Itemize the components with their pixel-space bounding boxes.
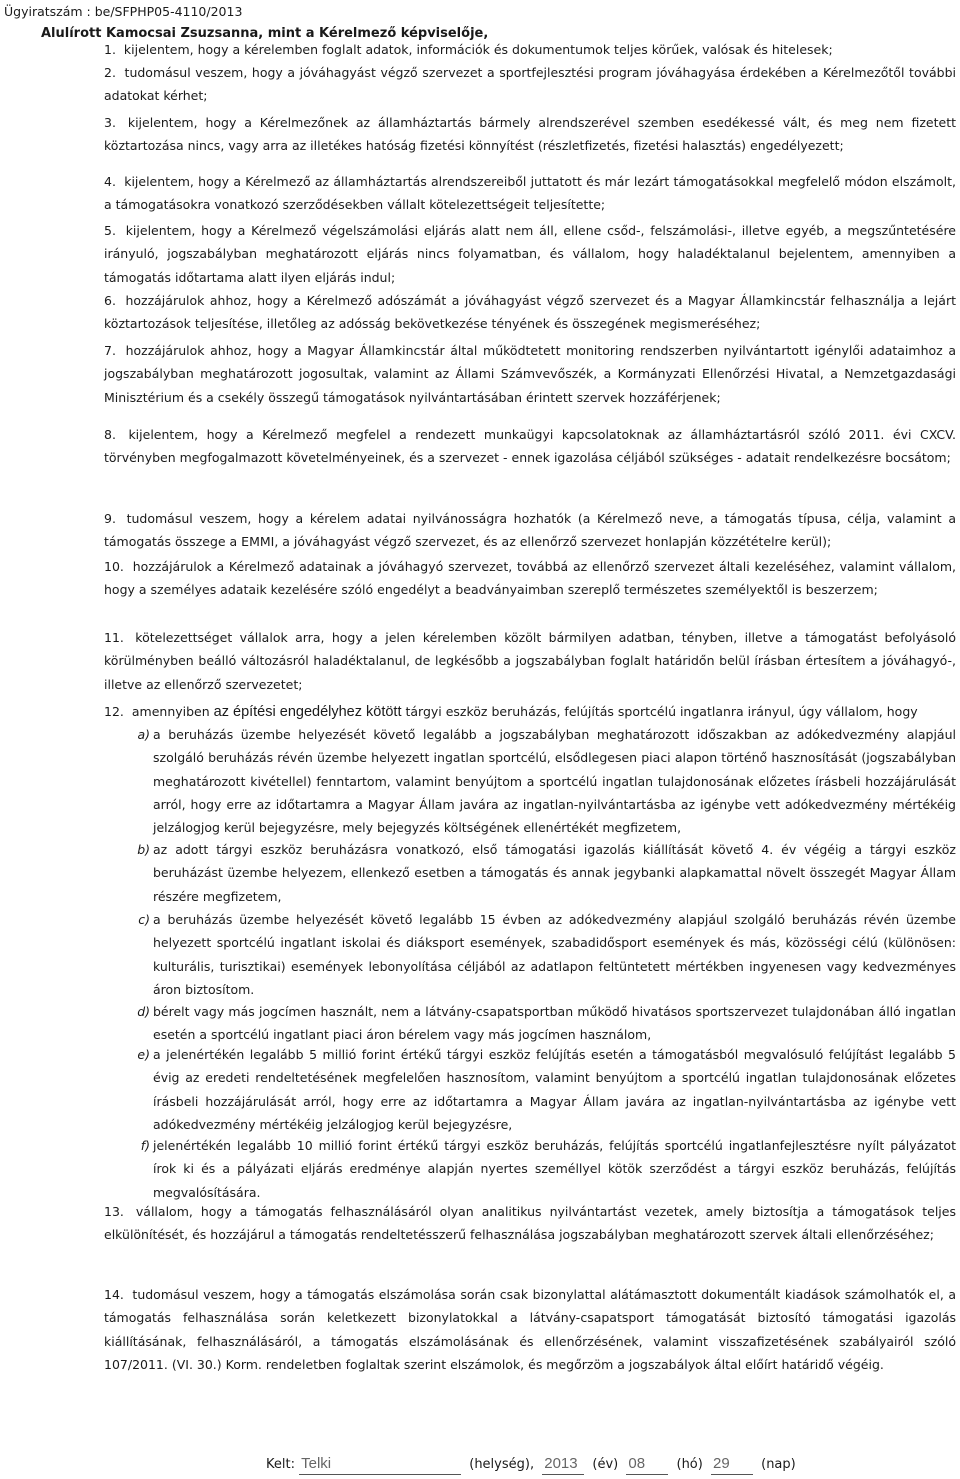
sub-list-item bbox=[118, 908, 956, 1001]
sub-item-letter: c) bbox=[138, 912, 150, 927]
list-item bbox=[104, 626, 956, 696]
sub-item-text: a jelenértékén legalább 5 millió forint értékű tárgyi eszköz felújítás esetén a támogatásból megvalósuló felújítást legalább 5 évig az eredeti rendeltetésének megfelelően hasznosítom, valamint benyújtom a sportcélú ingatlan tulajdonosának előzetes írásbeli hozzájárulását arról, hogy erre az időtartamra a Magyar Állam javára az ingatlan-nyilvántartásba az igénybe vett adókedvezmény mértékéig jelzálogjog kerül bejegyzésre, bbox=[153, 1047, 956, 1132]
place-label: (helység), bbox=[469, 1457, 535, 1472]
sub-list-item bbox=[118, 1043, 956, 1136]
item-text-emphasis: az építési engedélyhez kötött bbox=[213, 704, 402, 720]
item-number: 4. bbox=[104, 174, 116, 189]
year-field[interactable]: 2013 bbox=[542, 1454, 584, 1475]
item-text: hozzájárulok ahhoz, hogy a Kérelmező adószámát a jóváhagyást végző szervezet és a Magyar Államkincstár felhasználja a lejárt köztartozások teljesítése, illetőleg az adósság bekövetkezése tényének és összegének megismeréséhez; bbox=[104, 293, 956, 332]
month-field[interactable]: 08 bbox=[626, 1454, 668, 1475]
list-item bbox=[104, 61, 956, 108]
item-text: hozzájárulok a Kérelmező adatainak a jóváhagyó szervezet, továbbá az ellenőrző szervezet általi kezeléséhez, valamint vállalom, hogy a személyes adataik kezelésére szóló engedélyt a beadványaimban szereplő természetes személyektől is beszerzem; bbox=[104, 559, 956, 598]
sub-item-letter: f) bbox=[140, 1138, 150, 1153]
item-number: 8. bbox=[104, 427, 116, 442]
item-text: tudomásul veszem, hogy a kérelem adatai nyilvánosságra hozhatók (a Kérelmező neve, a támogatás típusa, célja, valamint a támogatás összege a EMMI, a jóváhagyást végző szervezet, és az ellenőrző szervezet honlapján közzétételre kerül); bbox=[104, 511, 956, 550]
item-text: kijelentem, hogy a Kérelmező megfelel a rendezett munkaügyi kapcsolatoknak az államháztartásról szóló 2011. évi CXCV. törvényben megfogalmazott követelményeinek, és a szervezet - ennek igazolása céljából szükséges - adatait rendelkezésre bocsátom; bbox=[104, 427, 956, 466]
list-item bbox=[104, 507, 956, 554]
item-number: 6. bbox=[104, 293, 116, 308]
item-text: kijelentem, hogy a Kérelmezőnek az államháztartás bármely alrendszerével szemben esedékessé vált, és meg nem fizetett köztartozása nincs, vagy arra az illetékes hatóság fizetési könnyítést (részletfizetés, fizetési halasztás) engedélyezett; bbox=[104, 115, 956, 154]
month-label: (hó) bbox=[676, 1457, 703, 1472]
item-number: 2. bbox=[104, 65, 116, 80]
case-number: Ügyiratszám : be/SFPHP05-4110/2013 bbox=[4, 4, 243, 19]
item-number: 12. bbox=[104, 704, 124, 719]
item-text: kijelentem, hogy a Kérelmező az államháztartás alrendszereiből juttatott és már lezárt támogatásokkal megfelelő módon elszámolt, a támogatásokra vonatkozó szerződésekben vállalt kötelezettségeit teljesítette; bbox=[104, 174, 956, 213]
item-text: kijelentem, hogy a kérelemben foglalt adatok, információk és dokumentumok teljes körűek, valósak és hitelesek; bbox=[123, 42, 833, 57]
item-number: 1. bbox=[104, 42, 116, 57]
sub-item-text: bérelt vagy más jogcímen használt, nem a látvány-csapatsportban működő hivatásos sportszervezet tulajdonában álló ingatlan esetén a sportcélú ingatlant piaci áron bérelem vagy más jogcímen használom, bbox=[153, 1004, 956, 1043]
day-label: (nap) bbox=[761, 1457, 796, 1472]
item-text: tudomásul veszem, hogy a támogatás elszámolása során csak bizonylattal alátámasztott dokumentált kiadások számolhatók el, a támogatás felhasználása során keletkezett bizonylatokkal a látvány-csapatsport támogatását biztosító támogatási igazolás kiállításának, felhasználásáról, a támogatás elszámolásának és ellenőrzésének, valamint visszafizetésének szabályairól szóló 107/2011. (VI. 30.) Korm. rendeletben foglaltak szerint elszámolok, és megőrzöm a jogszabályok által előírt határidő végéig. bbox=[104, 1287, 956, 1372]
list-item bbox=[104, 423, 956, 470]
sub-item-text: az adott tárgyi eszköz beruházásra vonatkozó, első támogatási igazolás kiállítását követő 4. év végéig a tárgyi eszköz beruházást üzembe helyezem, ellenkező esetben a támogatás és annak jegybanki alapkamattal növelt összegét Magyar Állam részére megfizetem, bbox=[153, 842, 956, 904]
day-field[interactable]: 29 bbox=[711, 1454, 753, 1475]
list-item bbox=[104, 219, 956, 289]
item-text: kötelezettséget vállalok arra, hogy a jelen kérelemben közölt bármilyen adatban, tényben, illetve a támogatást befolyásoló körülményben beálló változásról haladéktalanul, de legkésőbb a jogszabályban foglalt határidőn belül írásban értesítem a jóváhagyó-, illetve az ellenőrző szervezetet; bbox=[104, 630, 956, 692]
list-item bbox=[104, 38, 956, 61]
item-number: 10. bbox=[104, 559, 124, 574]
sub-item-letter: b) bbox=[137, 842, 150, 857]
item-number: 5. bbox=[104, 223, 116, 238]
sub-list-item bbox=[118, 838, 956, 908]
kelt-label: Kelt: bbox=[266, 1457, 295, 1472]
place-field[interactable]: Telki bbox=[299, 1454, 461, 1475]
item-text-post: tárgyi eszköz beruházás, felújítás sportcélú ingatlanra irányul, úgy vállalom, hogy bbox=[405, 704, 918, 719]
sub-list-item bbox=[118, 723, 956, 839]
item-text: kijelentem, hogy a Kérelmező végelszámolási eljárás alatt nem áll, ellene csőd-, felszámolási-, illetve egyéb, a megszűntetésére irányuló, jogszabályban meghatározott eljárás nincs folyamatban, és vállalom, hogy haladéktalanul bejelentem, amennyiben a támogatás időtartama alatt ilyen eljárás indul; bbox=[104, 223, 956, 285]
item-number: 11. bbox=[104, 630, 124, 645]
list-item bbox=[104, 555, 956, 602]
item-number: 9. bbox=[104, 511, 116, 526]
date-place-line bbox=[266, 1454, 800, 1475]
list-item bbox=[104, 339, 956, 409]
item-text: tudomásul veszem, hogy a jóváhagyást végző szervezet a sportfejlesztési program jóváhagyása érdekében a Kérelmezőtől további adatokat kérhet; bbox=[104, 65, 956, 104]
sub-item-text: a beruházás üzembe helyezését követő legalább a jogszabályban meghatározott időszakban az adókedvezmény alapjául szolgáló beruházás révén üzembe helyezett ingatlan sportcélú, elsődlegesen piaci alapon történő hasznosítását (jogszabályban meghatározott kivétellel) fenntartom, valamint benyújtom a sportcélú ingatlan tulajdonosának előzetes írásbeli hozzájárulását arról, hogy erre az időtartamra a Magyar Állam javára az ingatlan-nyilvántartásba az igénybe vett adókedvezmény mértékéig jelzálogjog kerül bejegyzésre, mely bejegyzés költségének ellenértékét megfizetem, bbox=[153, 727, 956, 836]
list-item bbox=[104, 1200, 956, 1247]
sub-item-text: a beruházás üzembe helyezését követő legalább 15 évben az adókedvezmény alapjául szolgáló beruházás révén üzembe helyezett sportcélú ingatlant iskolai és diáksport események, szabadidősport események és más, közösségi célú (különösen: kulturális, turisztikai) események lebonyolítása céljából az adatlapon feltüntetett mértékben ingyenesen vagy kedvezményes áron biztosítom. bbox=[153, 912, 956, 997]
item-text: hozzájárulok ahhoz, hogy a Magyar Államkincstár által működtetett monitoring rendszerben nyilvántartott igénylői adataimhoz a jogszabályban meghatározott jogosultak, valamint az Állami Számvevőszék, a Kormányzati Ellenőrzési Hivatal, a Nemzetgazdasági Minisztérium és a csekély összegű támogatások nyilvántartásában érintett szervek hozzáférjenek; bbox=[104, 343, 956, 405]
item-number: 7. bbox=[104, 343, 116, 358]
list-item bbox=[104, 1283, 956, 1376]
sub-item-text: jelenértékén legalább 10 millió forint értékű tárgyi eszköz beruházás, felújítás sportcélú ingatlanfejlesztésre nyílt pályázatot írok ki és a pályázati eljárás eredménye alapján nyertes személlyel kötök szerződést a tárgyi eszköz beruházás, felújítás megvalósítására. bbox=[153, 1138, 956, 1200]
item-text-pre: amennyiben bbox=[131, 704, 210, 719]
sub-list-item bbox=[118, 1000, 956, 1047]
declaration-heading: Alulírott Kamocsai Zsuzsanna, mint a Kérelmező képviselője, bbox=[41, 26, 489, 41]
list-item bbox=[104, 170, 956, 217]
sub-item-letter: d) bbox=[137, 1004, 150, 1019]
sub-item-letter: a) bbox=[137, 727, 150, 742]
list-item bbox=[104, 111, 956, 158]
sub-list-item bbox=[118, 1134, 956, 1204]
sub-item-letter: e) bbox=[137, 1047, 150, 1062]
list-item bbox=[104, 700, 956, 724]
item-text: vállalom, hogy a támogatás felhasználásáról olyan analitikus nyilvántartást vezetek, amely biztosítja a támogatások teljes elkülönítését, és hozzájárul a támogatás rendeltetésszerű felhasználása jogszabályban meghatározott szervek általi ellenőrzéséhez; bbox=[104, 1204, 956, 1243]
item-number: 13. bbox=[104, 1204, 124, 1219]
item-number: 3. bbox=[104, 115, 116, 130]
item-text bbox=[132, 704, 918, 719]
item-number: 14. bbox=[104, 1287, 124, 1302]
year-label: (év) bbox=[592, 1457, 619, 1472]
list-item bbox=[104, 289, 956, 336]
